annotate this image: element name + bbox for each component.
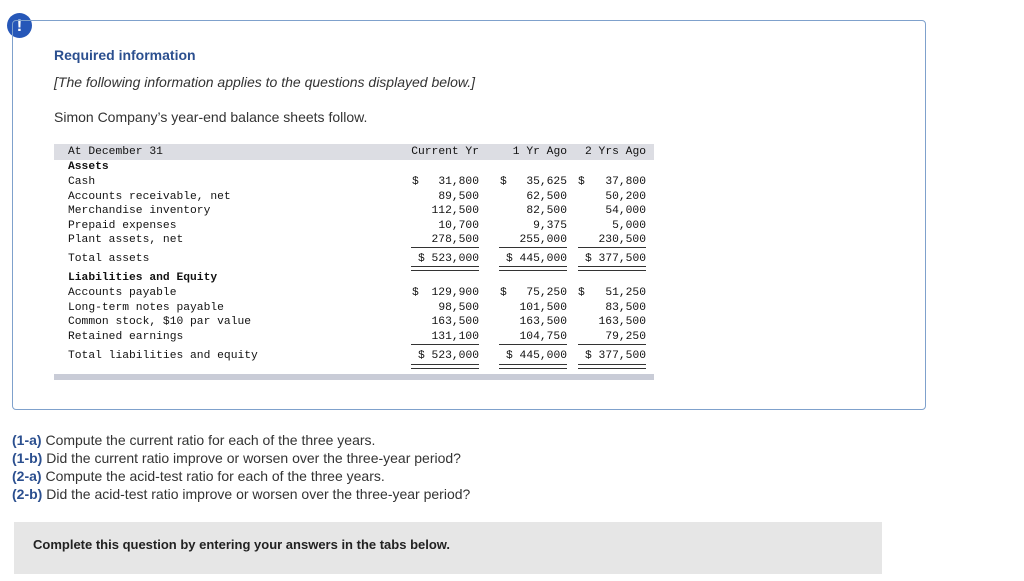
total-double-rule	[499, 266, 567, 271]
liabilities-heading: Liabilities and Equity	[68, 272, 218, 284]
cell-value: 163,500	[519, 316, 567, 328]
cell-value: 129,900	[431, 287, 479, 299]
question-item	[12, 450, 461, 466]
cell-value: 37,800	[605, 176, 646, 188]
total-double-rule	[411, 266, 479, 271]
total-value: $ 377,500	[584, 253, 646, 265]
question-id: (2-b)	[12, 486, 43, 502]
complete-question-bar	[14, 522, 882, 574]
row-label: Long-term notes payable	[68, 301, 224, 314]
complete-prompt: Complete this question by entering your answers in the tabs below.	[33, 537, 451, 552]
question-id: (1-a)	[12, 432, 42, 448]
total-value: $ 523,000	[417, 253, 479, 265]
total-double-rule	[411, 364, 479, 369]
info-note: [The following information applies to the questions displayed below.]	[54, 74, 476, 90]
subtotal-rule	[578, 344, 646, 345]
cell-value: 98,500	[438, 301, 479, 314]
cell-value: 9,375	[533, 219, 567, 232]
question-text: Did the acid-test ratio improve or worsen over the three-year period?	[42, 486, 471, 502]
row-label: Common stock, $10 par value	[68, 316, 252, 328]
subtotal-rule	[499, 344, 567, 345]
cell-value: 75,250	[526, 287, 567, 299]
currency-sign: $	[578, 287, 585, 299]
cell-value: 62,500	[526, 190, 567, 203]
total-value: $ 523,000	[417, 350, 479, 362]
cell-value: 54,000	[605, 205, 646, 217]
header-col-2yr: 2 Yrs Ago	[584, 146, 646, 158]
question-item	[12, 468, 385, 484]
row-label: Accounts payable	[68, 287, 177, 299]
row-label: Retained earnings	[68, 330, 184, 343]
total-value: $ 377,500	[584, 350, 646, 362]
question-item	[12, 432, 375, 448]
total-liabilities-label: Total liabilities and equity	[68, 350, 258, 362]
info-intro: Simon Company’s year-end balance sheets follow.	[54, 109, 368, 125]
assets-heading: Assets	[68, 161, 109, 173]
subtotal-rule	[411, 247, 479, 248]
cell-value: 79,250	[605, 330, 646, 343]
cell-value: 50,200	[605, 190, 646, 203]
subtotal-rule	[499, 247, 567, 248]
cell-value: 278,500	[431, 234, 479, 246]
balance-sheet-table	[54, 144, 654, 380]
cell-value: 31,800	[438, 176, 479, 188]
header-col-1yr: 1 Yr Ago	[512, 146, 567, 158]
cell-value: 83,500	[605, 301, 646, 314]
question-text: Compute the current ratio for each of the three years.	[41, 432, 376, 448]
total-value: $ 445,000	[505, 253, 567, 265]
cell-value: 35,625	[526, 176, 567, 188]
currency-sign: $	[412, 287, 419, 299]
cell-value: 230,500	[598, 234, 646, 246]
currency-sign: $	[500, 176, 507, 188]
cell-value: 255,000	[519, 234, 567, 246]
row-label: Cash	[68, 176, 96, 188]
row-label: Prepaid expenses	[68, 219, 177, 232]
table-footer-band	[54, 374, 654, 380]
total-assets-label: Total assets	[68, 253, 150, 265]
cell-value: 112,500	[431, 205, 479, 217]
question-id: (1-b)	[12, 450, 43, 466]
header-col-current: Current Yr	[411, 146, 479, 158]
header-label: At December 31	[68, 146, 163, 158]
currency-sign: $	[412, 176, 419, 188]
row-label: Merchandise inventory	[68, 205, 211, 217]
cell-value: 89,500	[438, 190, 479, 203]
cell-value: 5,000	[612, 219, 646, 232]
cell-value: 82,500	[526, 205, 567, 217]
cell-value: 131,100	[431, 330, 479, 343]
row-label: Accounts receivable, net	[68, 190, 231, 203]
question-text: Did the current ratio improve or worsen over the three-year period?	[42, 450, 461, 466]
total-double-rule	[578, 266, 646, 271]
question-text: Compute the acid-test ratio for each of the three years.	[41, 468, 385, 484]
question-id: (2-a)	[12, 468, 42, 484]
total-value: $ 445,000	[505, 350, 567, 362]
alert-icon: !	[7, 13, 32, 38]
currency-sign: $	[500, 287, 507, 299]
subtotal-rule	[578, 247, 646, 248]
question-item	[12, 486, 470, 502]
total-double-rule	[499, 364, 567, 369]
row-label: Plant assets, net	[68, 234, 184, 246]
currency-sign: $	[578, 176, 585, 188]
cell-value: 104,750	[519, 330, 567, 343]
total-double-rule	[578, 364, 646, 369]
cell-value: 163,500	[431, 316, 479, 328]
subtotal-rule	[411, 344, 479, 345]
info-title: Required information	[54, 47, 196, 63]
cell-value: 51,250	[605, 287, 646, 299]
cell-value: 101,500	[519, 301, 567, 314]
cell-value: 163,500	[598, 316, 646, 328]
cell-value: 10,700	[438, 219, 479, 232]
